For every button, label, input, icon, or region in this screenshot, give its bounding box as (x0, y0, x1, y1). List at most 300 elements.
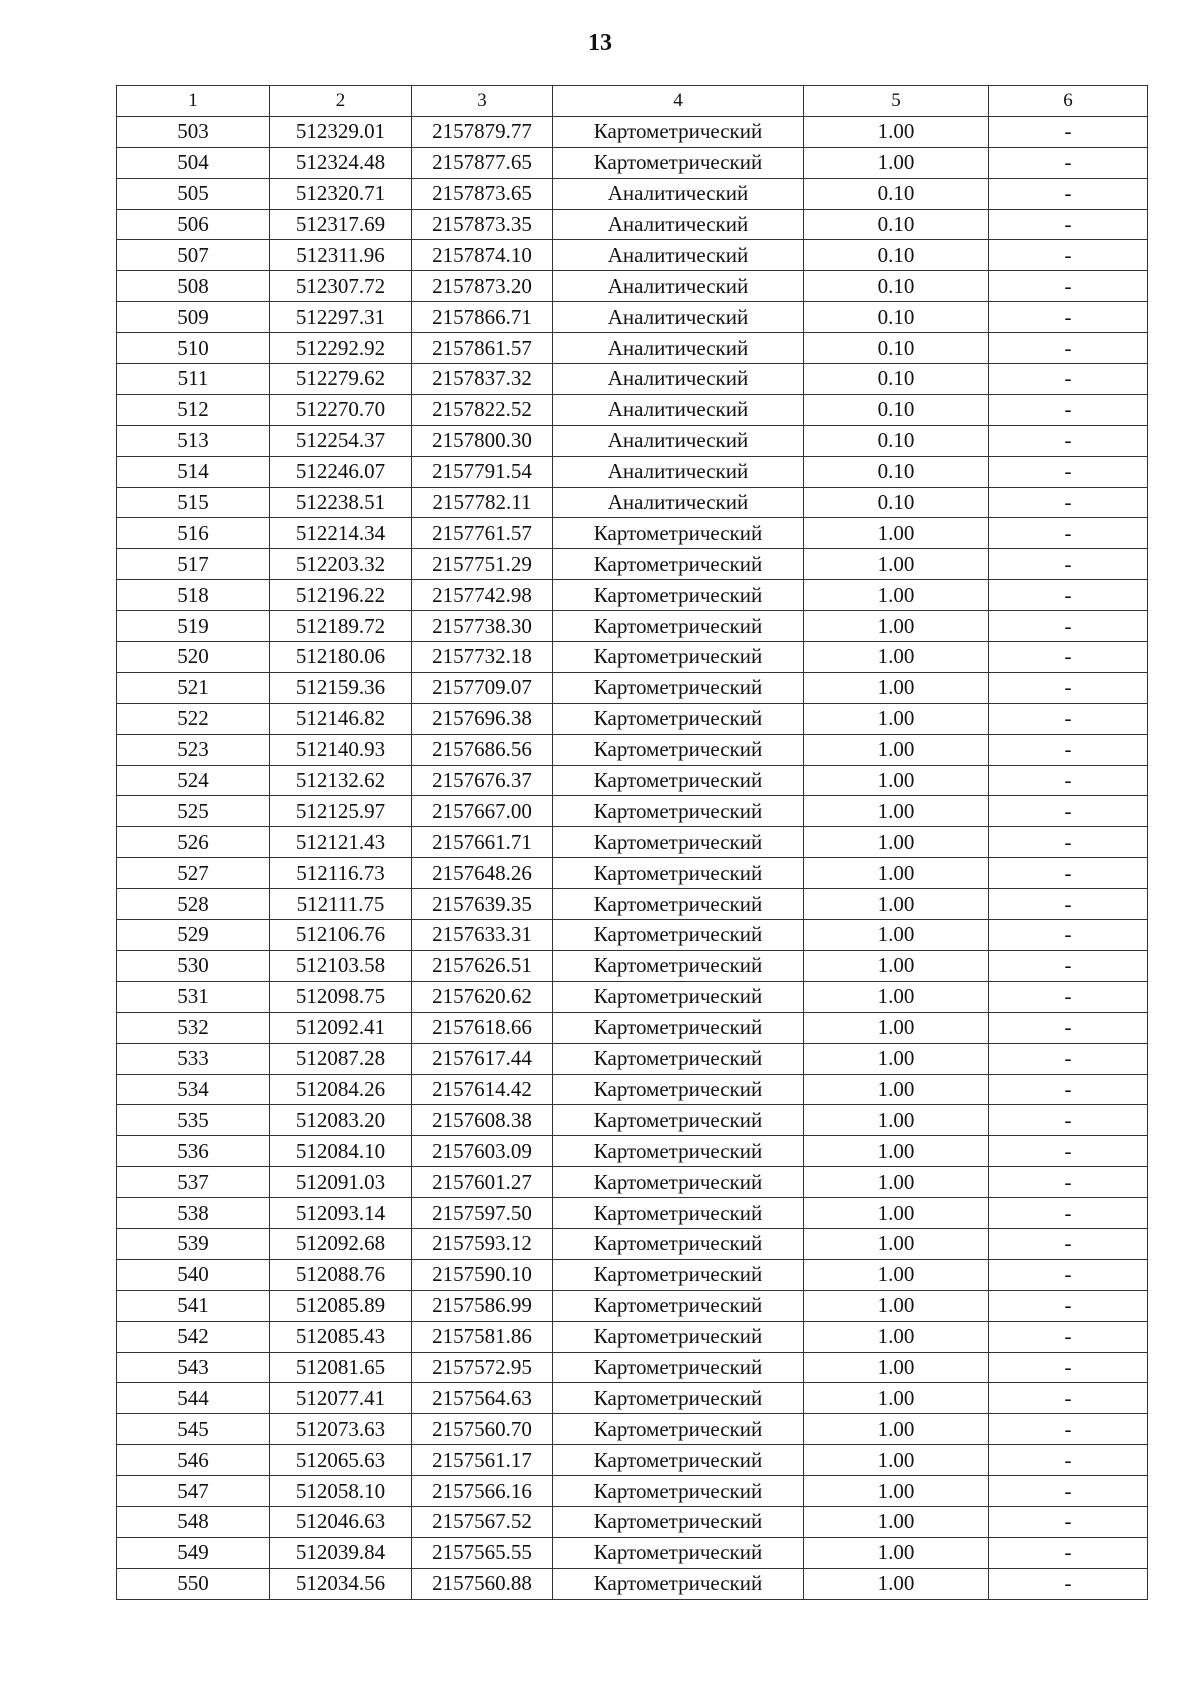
method-cell: Аналитический (553, 178, 804, 209)
y-coordinate-cell: 2157614.42 (412, 1074, 553, 1105)
x-coordinate-cell: 512214.34 (270, 518, 412, 549)
y-coordinate-cell: 2157560.88 (412, 1568, 553, 1599)
method-cell: Аналитический (553, 333, 804, 364)
note-cell: - (989, 1167, 1148, 1198)
table-row (117, 1506, 1148, 1537)
method-cell: Картометрический (553, 1228, 804, 1259)
method-cell: Картометрический (553, 765, 804, 796)
method-cell: Картометрический (553, 796, 804, 827)
table-body (117, 116, 1148, 1599)
x-coordinate-cell: 512125.97 (270, 796, 412, 827)
x-coordinate-cell: 512279.62 (270, 364, 412, 395)
accuracy-cell: 0.10 (804, 364, 989, 395)
page-number: 13 (588, 30, 612, 56)
method-cell: Аналитический (553, 271, 804, 302)
table-row (117, 333, 1148, 364)
x-coordinate-cell: 512270.70 (270, 394, 412, 425)
table-row (117, 920, 1148, 951)
method-cell: Аналитический (553, 394, 804, 425)
note-cell: - (989, 1506, 1148, 1537)
table-row (117, 1198, 1148, 1229)
accuracy-cell: 1.00 (804, 1476, 989, 1507)
note-cell: - (989, 1383, 1148, 1414)
point-number-cell: 545 (117, 1414, 270, 1445)
y-coordinate-cell: 2157837.32 (412, 364, 553, 395)
accuracy-cell: 1.00 (804, 1105, 989, 1136)
x-coordinate-cell: 512180.06 (270, 642, 412, 673)
x-coordinate-cell: 512077.41 (270, 1383, 412, 1414)
method-cell: Аналитический (553, 302, 804, 333)
method-cell: Картометрический (553, 1445, 804, 1476)
method-cell: Картометрический (553, 1321, 804, 1352)
point-number-cell: 513 (117, 425, 270, 456)
y-coordinate-cell: 2157791.54 (412, 456, 553, 487)
y-coordinate-cell: 2157567.52 (412, 1506, 553, 1537)
note-cell: - (989, 1259, 1148, 1290)
accuracy-cell: 0.10 (804, 209, 989, 240)
table-row (117, 394, 1148, 425)
method-cell: Картометрический (553, 827, 804, 858)
x-coordinate-cell: 512083.20 (270, 1105, 412, 1136)
point-number-cell: 544 (117, 1383, 270, 1414)
note-cell: - (989, 1352, 1148, 1383)
accuracy-cell: 1.00 (804, 1259, 989, 1290)
accuracy-cell: 1.00 (804, 703, 989, 734)
accuracy-cell: 1.00 (804, 950, 989, 981)
point-number-cell: 543 (117, 1352, 270, 1383)
x-coordinate-cell: 512084.10 (270, 1136, 412, 1167)
y-coordinate-cell: 2157822.52 (412, 394, 553, 425)
column-header-4: 4 (553, 86, 804, 117)
table-row (117, 672, 1148, 703)
method-cell: Аналитический (553, 240, 804, 271)
x-coordinate-cell: 512034.56 (270, 1568, 412, 1599)
y-coordinate-cell: 2157633.31 (412, 920, 553, 951)
method-cell: Картометрический (553, 147, 804, 178)
method-cell: Картометрический (553, 1198, 804, 1229)
table-row (117, 611, 1148, 642)
x-coordinate-cell: 512132.62 (270, 765, 412, 796)
point-number-cell: 520 (117, 642, 270, 673)
note-cell: - (989, 116, 1148, 147)
x-coordinate-cell: 512058.10 (270, 1476, 412, 1507)
x-coordinate-cell: 512098.75 (270, 981, 412, 1012)
x-coordinate-cell: 512311.96 (270, 240, 412, 271)
y-coordinate-cell: 2157800.30 (412, 425, 553, 456)
x-coordinate-cell: 512246.07 (270, 456, 412, 487)
note-cell: - (989, 487, 1148, 518)
table-row (117, 1445, 1148, 1476)
y-coordinate-cell: 2157709.07 (412, 672, 553, 703)
y-coordinate-cell: 2157742.98 (412, 580, 553, 611)
point-number-cell: 542 (117, 1321, 270, 1352)
note-cell: - (989, 394, 1148, 425)
note-cell: - (989, 1414, 1148, 1445)
x-coordinate-cell: 512088.76 (270, 1259, 412, 1290)
note-cell: - (989, 734, 1148, 765)
note-cell: - (989, 1290, 1148, 1321)
table-row (117, 456, 1148, 487)
accuracy-cell: 1.00 (804, 1568, 989, 1599)
note-cell: - (989, 1043, 1148, 1074)
point-number-cell: 519 (117, 611, 270, 642)
y-coordinate-cell: 2157586.99 (412, 1290, 553, 1321)
accuracy-cell: 1.00 (804, 1043, 989, 1074)
note-cell: - (989, 920, 1148, 951)
table-row (117, 1290, 1148, 1321)
x-coordinate-cell: 512121.43 (270, 827, 412, 858)
x-coordinate-cell: 512140.93 (270, 734, 412, 765)
y-coordinate-cell: 2157686.56 (412, 734, 553, 765)
method-cell: Картометрический (553, 950, 804, 981)
point-number-cell: 526 (117, 827, 270, 858)
y-coordinate-cell: 2157648.26 (412, 858, 553, 889)
note-cell: - (989, 889, 1148, 920)
note-cell: - (989, 240, 1148, 271)
accuracy-cell: 1.00 (804, 796, 989, 827)
method-cell: Картометрический (553, 1167, 804, 1198)
x-coordinate-cell: 512317.69 (270, 209, 412, 240)
note-cell: - (989, 765, 1148, 796)
x-coordinate-cell: 512320.71 (270, 178, 412, 209)
y-coordinate-cell: 2157667.00 (412, 796, 553, 827)
table-row (117, 487, 1148, 518)
accuracy-cell: 1.00 (804, 1537, 989, 1568)
table-row (117, 364, 1148, 395)
method-cell: Картометрический (553, 1506, 804, 1537)
point-number-cell: 512 (117, 394, 270, 425)
note-cell: - (989, 456, 1148, 487)
y-coordinate-cell: 2157879.77 (412, 116, 553, 147)
table-row (117, 1228, 1148, 1259)
point-number-cell: 514 (117, 456, 270, 487)
point-number-cell: 509 (117, 302, 270, 333)
accuracy-cell: 1.00 (804, 1506, 989, 1537)
note-cell: - (989, 580, 1148, 611)
note-cell: - (989, 858, 1148, 889)
method-cell: Картометрический (553, 981, 804, 1012)
accuracy-cell: 1.00 (804, 1136, 989, 1167)
note-cell: - (989, 271, 1148, 302)
table-row (117, 518, 1148, 549)
accuracy-cell: 0.10 (804, 178, 989, 209)
table-row (117, 858, 1148, 889)
point-number-cell: 529 (117, 920, 270, 951)
method-cell: Аналитический (553, 364, 804, 395)
table-row (117, 1043, 1148, 1074)
accuracy-cell: 1.00 (804, 611, 989, 642)
note-cell: - (989, 518, 1148, 549)
note-cell: - (989, 950, 1148, 981)
note-cell: - (989, 1476, 1148, 1507)
point-number-cell: 534 (117, 1074, 270, 1105)
method-cell: Картометрический (553, 549, 804, 580)
method-cell: Картометрический (553, 642, 804, 673)
accuracy-cell: 0.10 (804, 240, 989, 271)
accuracy-cell: 1.00 (804, 1167, 989, 1198)
table-row (117, 981, 1148, 1012)
note-cell: - (989, 1136, 1148, 1167)
y-coordinate-cell: 2157597.50 (412, 1198, 553, 1229)
note-cell: - (989, 1568, 1148, 1599)
method-cell: Картометрический (553, 518, 804, 549)
y-coordinate-cell: 2157661.71 (412, 827, 553, 858)
method-cell: Картометрический (553, 1105, 804, 1136)
y-coordinate-cell: 2157560.70 (412, 1414, 553, 1445)
y-coordinate-cell: 2157874.10 (412, 240, 553, 271)
y-coordinate-cell: 2157590.10 (412, 1259, 553, 1290)
y-coordinate-cell: 2157572.95 (412, 1352, 553, 1383)
method-cell: Картометрический (553, 1568, 804, 1599)
note-cell: - (989, 1074, 1148, 1105)
x-coordinate-cell: 512106.76 (270, 920, 412, 951)
method-cell: Картометрический (553, 1043, 804, 1074)
point-number-cell: 550 (117, 1568, 270, 1599)
note-cell: - (989, 425, 1148, 456)
table-row (117, 580, 1148, 611)
method-cell: Картометрический (553, 734, 804, 765)
accuracy-cell: 1.00 (804, 1414, 989, 1445)
point-number-cell: 535 (117, 1105, 270, 1136)
y-coordinate-cell: 2157873.20 (412, 271, 553, 302)
point-number-cell: 531 (117, 981, 270, 1012)
accuracy-cell: 1.00 (804, 1383, 989, 1414)
point-number-cell: 506 (117, 209, 270, 240)
accuracy-cell: 0.10 (804, 333, 989, 364)
table-row (117, 1537, 1148, 1568)
x-coordinate-cell: 512116.73 (270, 858, 412, 889)
table-row (117, 1074, 1148, 1105)
x-coordinate-cell: 512103.58 (270, 950, 412, 981)
table-row (117, 889, 1148, 920)
column-header-6: 6 (989, 86, 1148, 117)
y-coordinate-cell: 2157620.62 (412, 981, 553, 1012)
note-cell: - (989, 796, 1148, 827)
y-coordinate-cell: 2157761.57 (412, 518, 553, 549)
y-coordinate-cell: 2157566.16 (412, 1476, 553, 1507)
method-cell: Картометрический (553, 672, 804, 703)
table-row (117, 147, 1148, 178)
x-coordinate-cell: 512065.63 (270, 1445, 412, 1476)
note-cell: - (989, 611, 1148, 642)
method-cell: Картометрический (553, 703, 804, 734)
x-coordinate-cell: 512329.01 (270, 116, 412, 147)
x-coordinate-cell: 512093.14 (270, 1198, 412, 1229)
y-coordinate-cell: 2157603.09 (412, 1136, 553, 1167)
point-number-cell: 540 (117, 1259, 270, 1290)
method-cell: Картометрический (553, 1136, 804, 1167)
method-cell: Аналитический (553, 209, 804, 240)
y-coordinate-cell: 2157877.65 (412, 147, 553, 178)
x-coordinate-cell: 512092.41 (270, 1012, 412, 1043)
x-coordinate-cell: 512046.63 (270, 1506, 412, 1537)
x-coordinate-cell: 512159.36 (270, 672, 412, 703)
table-row (117, 1105, 1148, 1136)
x-coordinate-cell: 512146.82 (270, 703, 412, 734)
x-coordinate-cell: 512196.22 (270, 580, 412, 611)
y-coordinate-cell: 2157601.27 (412, 1167, 553, 1198)
accuracy-cell: 1.00 (804, 116, 989, 147)
point-number-cell: 528 (117, 889, 270, 920)
accuracy-cell: 1.00 (804, 147, 989, 178)
coordinates-table (116, 85, 1148, 1600)
method-cell: Картометрический (553, 1074, 804, 1105)
table-row (117, 1136, 1148, 1167)
method-cell: Картометрический (553, 116, 804, 147)
x-coordinate-cell: 512203.32 (270, 549, 412, 580)
accuracy-cell: 1.00 (804, 981, 989, 1012)
point-number-cell: 517 (117, 549, 270, 580)
point-number-cell: 547 (117, 1476, 270, 1507)
point-number-cell: 507 (117, 240, 270, 271)
column-header-2: 2 (270, 86, 412, 117)
method-cell: Картометрический (553, 1290, 804, 1321)
column-header-3: 3 (412, 86, 553, 117)
table-row (117, 425, 1148, 456)
x-coordinate-cell: 512085.43 (270, 1321, 412, 1352)
point-number-cell: 537 (117, 1167, 270, 1198)
note-cell: - (989, 1105, 1148, 1136)
note-cell: - (989, 147, 1148, 178)
table-row (117, 1321, 1148, 1352)
y-coordinate-cell: 2157639.35 (412, 889, 553, 920)
accuracy-cell: 1.00 (804, 1012, 989, 1043)
note-cell: - (989, 1012, 1148, 1043)
column-header-5: 5 (804, 86, 989, 117)
table-row (117, 1568, 1148, 1599)
x-coordinate-cell: 512092.68 (270, 1228, 412, 1259)
note-cell: - (989, 333, 1148, 364)
x-coordinate-cell: 512324.48 (270, 147, 412, 178)
table-row (117, 116, 1148, 147)
table-row (117, 209, 1148, 240)
x-coordinate-cell: 512292.92 (270, 333, 412, 364)
method-cell: Картометрический (553, 580, 804, 611)
table-row (117, 1259, 1148, 1290)
y-coordinate-cell: 2157564.63 (412, 1383, 553, 1414)
point-number-cell: 511 (117, 364, 270, 395)
table-row (117, 549, 1148, 580)
table-row (117, 950, 1148, 981)
method-cell: Аналитический (553, 487, 804, 518)
accuracy-cell: 1.00 (804, 1445, 989, 1476)
y-coordinate-cell: 2157608.38 (412, 1105, 553, 1136)
y-coordinate-cell: 2157561.17 (412, 1445, 553, 1476)
point-number-cell: 518 (117, 580, 270, 611)
table-row (117, 1414, 1148, 1445)
x-coordinate-cell: 512087.28 (270, 1043, 412, 1074)
x-coordinate-cell: 512238.51 (270, 487, 412, 518)
table-row (117, 240, 1148, 271)
table-row (117, 765, 1148, 796)
table-row (117, 178, 1148, 209)
y-coordinate-cell: 2157873.35 (412, 209, 553, 240)
point-number-cell: 541 (117, 1290, 270, 1321)
accuracy-cell: 0.10 (804, 271, 989, 302)
point-number-cell: 536 (117, 1136, 270, 1167)
note-cell: - (989, 1537, 1148, 1568)
accuracy-cell: 0.10 (804, 487, 989, 518)
note-cell: - (989, 827, 1148, 858)
x-coordinate-cell: 512307.72 (270, 271, 412, 302)
accuracy-cell: 1.00 (804, 642, 989, 673)
y-coordinate-cell: 2157696.38 (412, 703, 553, 734)
note-cell: - (989, 209, 1148, 240)
method-cell: Картометрический (553, 611, 804, 642)
note-cell: - (989, 1321, 1148, 1352)
point-number-cell: 538 (117, 1198, 270, 1229)
point-number-cell: 530 (117, 950, 270, 981)
point-number-cell: 525 (117, 796, 270, 827)
x-coordinate-cell: 512039.84 (270, 1537, 412, 1568)
y-coordinate-cell: 2157581.86 (412, 1321, 553, 1352)
point-number-cell: 516 (117, 518, 270, 549)
note-cell: - (989, 703, 1148, 734)
x-coordinate-cell: 512111.75 (270, 889, 412, 920)
accuracy-cell: 1.00 (804, 1228, 989, 1259)
note-cell: - (989, 1228, 1148, 1259)
accuracy-cell: 1.00 (804, 734, 989, 765)
accuracy-cell: 1.00 (804, 920, 989, 951)
point-number-cell: 510 (117, 333, 270, 364)
point-number-cell: 508 (117, 271, 270, 302)
point-number-cell: 515 (117, 487, 270, 518)
x-coordinate-cell: 512085.89 (270, 1290, 412, 1321)
x-coordinate-cell: 512189.72 (270, 611, 412, 642)
point-number-cell: 504 (117, 147, 270, 178)
note-cell: - (989, 549, 1148, 580)
x-coordinate-cell: 512084.26 (270, 1074, 412, 1105)
accuracy-cell: 1.00 (804, 549, 989, 580)
note-cell: - (989, 672, 1148, 703)
accuracy-cell: 1.00 (804, 518, 989, 549)
table-row (117, 642, 1148, 673)
table-row (117, 302, 1148, 333)
accuracy-cell: 0.10 (804, 302, 989, 333)
accuracy-cell: 0.10 (804, 425, 989, 456)
method-cell: Аналитический (553, 456, 804, 487)
accuracy-cell: 1.00 (804, 672, 989, 703)
accuracy-cell: 1.00 (804, 1198, 989, 1229)
method-cell: Картометрический (553, 1352, 804, 1383)
table-header-row (117, 86, 1148, 117)
y-coordinate-cell: 2157593.12 (412, 1228, 553, 1259)
point-number-cell: 548 (117, 1506, 270, 1537)
table-row (117, 1476, 1148, 1507)
point-number-cell: 549 (117, 1537, 270, 1568)
accuracy-cell: 1.00 (804, 580, 989, 611)
y-coordinate-cell: 2157565.55 (412, 1537, 553, 1568)
method-cell: Картометрический (553, 1476, 804, 1507)
x-coordinate-cell: 512091.03 (270, 1167, 412, 1198)
y-coordinate-cell: 2157626.51 (412, 950, 553, 981)
y-coordinate-cell: 2157676.37 (412, 765, 553, 796)
y-coordinate-cell: 2157738.30 (412, 611, 553, 642)
method-cell: Картометрический (553, 858, 804, 889)
table-row (117, 703, 1148, 734)
point-number-cell: 505 (117, 178, 270, 209)
x-coordinate-cell: 512297.31 (270, 302, 412, 333)
table-row (117, 1352, 1148, 1383)
accuracy-cell: 0.10 (804, 394, 989, 425)
x-coordinate-cell: 512254.37 (270, 425, 412, 456)
y-coordinate-cell: 2157751.29 (412, 549, 553, 580)
accuracy-cell: 1.00 (804, 858, 989, 889)
y-coordinate-cell: 2157873.65 (412, 178, 553, 209)
table-row (117, 1012, 1148, 1043)
point-number-cell: 533 (117, 1043, 270, 1074)
accuracy-cell: 1.00 (804, 1290, 989, 1321)
